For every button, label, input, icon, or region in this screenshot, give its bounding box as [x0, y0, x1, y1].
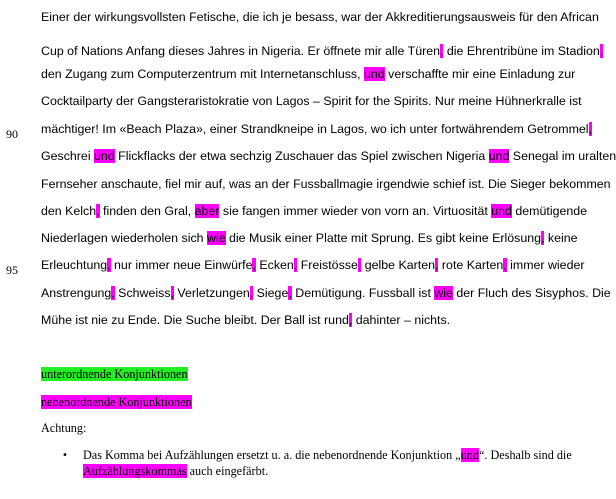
legend-subordinating [41, 367, 188, 382]
text-segment: “. Deshalb sind die [478, 448, 572, 462]
note-title: Achtung: [41, 421, 87, 435]
text-segment: Verletzungen [173, 286, 250, 300]
legend-coordinating [41, 395, 192, 410]
text-segment: Mühe ist nie zu Ende. Die Suche bleibt. Der Ball ist rund [41, 313, 349, 327]
text-segment: die Musik einer Platte mit Sprung. Es gibt keine Erlösung [225, 231, 542, 245]
line-number-90: 90 [6, 127, 18, 141]
highlight-coordinating: , [107, 258, 111, 272]
text-segment: immer wieder [506, 258, 585, 272]
highlight-coordinating: und [491, 204, 512, 218]
highlight-coordinating: , [96, 204, 100, 218]
text-segment: Das Komma bei Aufzählungen ersetzt u. a. die nebenordnende Konjunktion „ [83, 448, 461, 462]
text-segment: Erleuchtung [41, 258, 108, 272]
note-line-2 [83, 464, 268, 479]
text-line-7 [41, 176, 611, 192]
highlight-coordinating: , [440, 44, 444, 58]
note-line-1 [83, 448, 572, 463]
highlight-coordinating: wie [434, 286, 453, 300]
text-segment: Schweiss [114, 286, 171, 300]
text-segment: Einer der wirkungsvollsten Fetische, die ich je besass, war der Akkreditierungsausweis für den African [41, 10, 599, 24]
text-segment: auch eingefärbt. [186, 464, 269, 478]
text-line-9 [41, 230, 597, 246]
text-segment: Flickflacks der etwa sechzig Zuschauer das Spiel zwischen Nigeria [114, 149, 489, 163]
highlight-coordinating: , [599, 44, 604, 58]
text-line-5 [41, 121, 597, 137]
text-segment: den Zugang zum Computerzentrum mit Internetanschluss, [41, 67, 364, 81]
text-line-11 [41, 285, 611, 301]
text-segment: gelbe Karten [361, 258, 436, 272]
highlight-coordinating: aber [194, 204, 220, 218]
highlight-coordinating: , [170, 286, 174, 300]
text-segment: Ecken [255, 258, 294, 272]
highlight-coordinating: , [293, 258, 298, 272]
highlight-coordinating: , [588, 122, 592, 136]
highlight-coordinating: , [348, 313, 353, 327]
highlight-coordinating: wie [207, 231, 226, 245]
text-line-10 [41, 257, 597, 273]
highlight-coordinating: , [111, 286, 115, 300]
line-number-95: 95 [6, 263, 18, 277]
text-segment: keine [544, 231, 578, 245]
highlight-coordinating: , [252, 258, 256, 272]
highlight-coordinating: und [460, 448, 479, 462]
text-line-2 [41, 43, 604, 59]
text-segment: mächtiger! Im «Beach Plaza», einer Strandkneipe in Lagos, wo ich unter fortwährendem Getrommel [41, 122, 589, 136]
highlight-coordinating: Aufzählungskommas [83, 464, 187, 478]
text-segment: Geschrei [41, 149, 95, 163]
legend-subordinating-label: unterordnende Konjunktionen [41, 367, 188, 381]
text-line-6 [41, 148, 616, 164]
highlight-coordinating: , [357, 258, 362, 272]
text-line-4 [41, 93, 597, 109]
text-segment: Cup of Nations Anfang dieses Jahres in Nigeria. Er öffnete mir alle Türen [41, 44, 441, 58]
text-segment: rote Karten [438, 258, 504, 272]
text-segment: Niederlagen wiederholen sich [41, 231, 207, 245]
text-segment: Freistösse [297, 258, 358, 272]
highlight-coordinating: , [541, 231, 545, 245]
text-segment: verschaffte mir eine Einladung zur [384, 67, 576, 81]
highlight-coordinating: und [364, 67, 385, 81]
text-segment: die Ehrentribüne im Stadion [443, 44, 600, 58]
bullet-icon: • [62, 450, 68, 461]
text-segment: den Kelch [41, 204, 97, 218]
text-line-3 [41, 66, 597, 82]
text-segment: der Fluch des Sisyphos. Die [452, 286, 611, 300]
highlight-coordinating: , [288, 286, 292, 300]
text-line-12 [41, 312, 597, 328]
text-line-8 [41, 203, 597, 219]
text-segment: nur immer neue Einwürfe [110, 258, 253, 272]
highlight-coordinating: , [435, 258, 439, 272]
text-segment: dahinter – nichts. [352, 313, 451, 327]
text-segment: demütigende [511, 204, 588, 218]
text-segment: Anstrengung [41, 286, 112, 300]
text-segment: Demütigung. Fussball ist [291, 286, 435, 300]
text-line-1 [41, 9, 597, 25]
highlight-coordinating: und [94, 149, 115, 163]
text-segment: Siege [253, 286, 289, 300]
highlight-coordinating: , [503, 258, 507, 272]
highlight-coordinating: , [249, 286, 254, 300]
text-segment: finden den Gral, [99, 204, 195, 218]
highlight-coordinating: und [488, 149, 510, 163]
text-segment: sie fangen immer wieder von vorn an. Virtuosität [219, 204, 492, 218]
text-segment: Fernseher anschaute, fiel mir auf, was an der Fussballmagie irgendwie schief ist. Die Sieger bekommen [41, 177, 611, 191]
text-segment: Senegal im uralten [509, 149, 616, 163]
legend-coordinating-label: nebenordnende Konjunktionen [41, 395, 192, 409]
text-segment: Cocktailparty der Gangsteraristokratie von Lagos – Spirit for the Spirits. Nur meine Hühnerkralle ist [41, 94, 582, 108]
